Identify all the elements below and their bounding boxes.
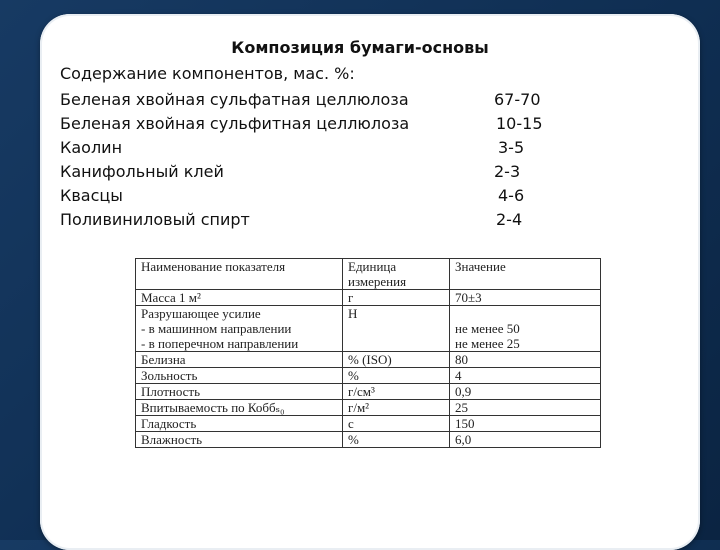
table-row [136,306,601,352]
row-name [136,306,343,352]
row-unit: Н [343,306,450,352]
row-value: 150 [450,416,601,432]
row-name: Плотность [136,384,343,400]
row-name-line1: Разрушающее усилие [141,306,261,321]
component-value: 3-5 [498,138,525,157]
header-unit [343,259,450,290]
component-name: Канифольный клей [60,162,224,181]
table-row [136,352,601,368]
table-row [136,290,601,306]
row-value: 70±3 [450,290,601,306]
component-name: Беленая хвойная сульфитная целлюлоза [60,114,410,133]
table-header-row [136,259,601,290]
row-value: 25 [450,400,601,416]
table-row [136,432,601,448]
row-name: Масса 1 м² [136,290,343,306]
composition-subtitle: Содержание компонентов, мас. %: [60,64,355,83]
row-unit: % [343,368,450,384]
row-name: Зольность [136,368,343,384]
row-name-line2: - в машинном направлении [141,321,292,336]
header-value: Значение [450,259,601,290]
table-row [136,384,601,400]
row-value: 0,9 [450,384,601,400]
row-value: 6,0 [450,432,601,448]
properties-table [135,258,601,448]
header-unit-line2: измерения [348,274,407,289]
row-name: Белизна [136,352,343,368]
component-name: Квасцы [60,186,123,205]
table-row [136,416,601,432]
header-unit-line1: Единица [348,259,397,274]
row-value-line2: не менее 50 [455,321,520,336]
row-unit: с [343,416,450,432]
row-unit: г/см³ [343,384,450,400]
header-name: Наименование показателя [136,259,343,290]
table-row [136,400,601,416]
component-value: 2-4 [496,210,523,229]
component-value: 2-3 [494,162,521,181]
row-unit: % (ISO) [343,352,450,368]
component-value: 67-70 [494,90,541,109]
row-name: Впитываемость по Коббₛ₀ [136,400,343,416]
row-name: Влажность [136,432,343,448]
component-name: Беленая хвойная сульфатная целлюлоза [60,90,409,109]
row-name: Гладкость [136,416,343,432]
row-name-line3: - в поперечном направлении [141,336,299,351]
component-value: 10-15 [496,114,543,133]
component-name: Каолин [60,138,123,157]
row-unit: % [343,432,450,448]
table-row [136,368,601,384]
component-value: 4-6 [498,186,525,205]
row-value [450,306,601,352]
row-value: 80 [450,352,601,368]
slide-title: Композиция бумаги-основы [231,38,489,57]
row-value: 4 [450,368,601,384]
row-unit: г [343,290,450,306]
row-unit: г/м² [343,400,450,416]
row-value-line3: не менее 25 [455,336,520,351]
component-name: Поливиниловый спирт [60,210,250,229]
